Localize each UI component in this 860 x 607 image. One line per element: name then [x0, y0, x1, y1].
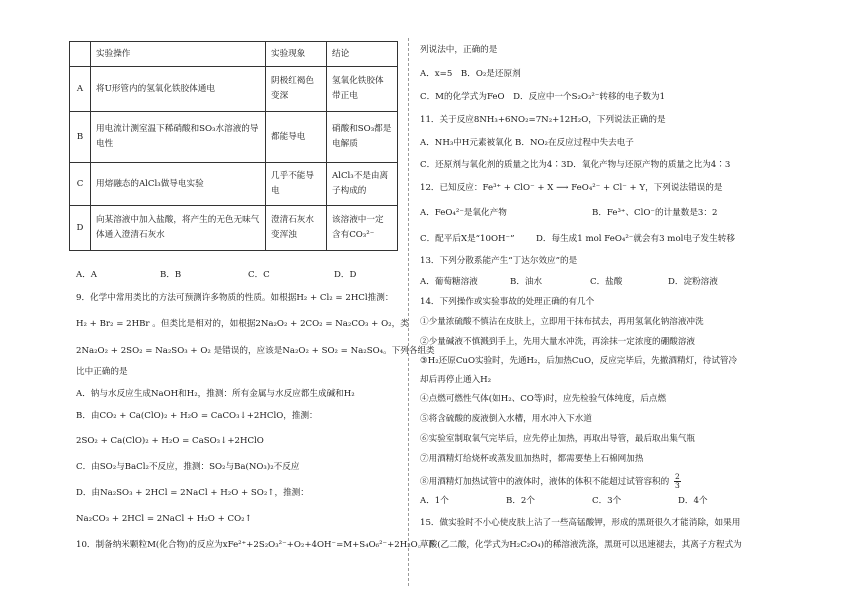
q8-option-c: C．C	[248, 270, 270, 280]
q11-stem: 11．关于反应8NH₃+6NO₂=7N₂+12H₂O，下列说法正确的是	[420, 115, 666, 125]
q12-option-b: B．Fe³⁺、ClO⁻的计量数是3：2	[592, 208, 718, 218]
q8-option-d: D．D	[334, 270, 357, 280]
q12-option-c: C．配平后X是“10OH⁻”	[420, 234, 515, 244]
phenomenon-cell: 都能导电	[266, 112, 327, 163]
q13-option-a: A．葡萄糖溶液	[420, 277, 478, 287]
q15-stem-line: 15．做实验时不小心使皮肤上沾了一些高锰酸钾，形成的黑斑很久才能消除，如果用	[420, 518, 741, 528]
q11-options-cd: C．还原剂与氧化剂的质量之比为4∶3D．氧化产物与还原产物的质量之比为4∶3	[420, 160, 731, 170]
table-row	[70, 163, 398, 206]
q12-stem: 12．已知反应：Fe³⁺ + ClO⁻ + X ⟶ FeO₄²⁻ + Cl⁻ + Y，下列说法错误的是	[420, 183, 723, 193]
q14-item-3: ③H₂还原CuO实验时，先通H₂，后加热CuO，反应完毕后，先撤酒精灯，待试管冷	[420, 356, 738, 366]
table-row	[70, 67, 398, 112]
q9-stem-line: 比中正确的是	[76, 367, 128, 377]
q14-item-3-cont: 却后再停止通入H₂	[420, 375, 492, 385]
q10-stem-line: 10．制备纳米颗粒M(化合物)的反应为xFe²⁺+2S₂O₃²⁻+O₂+4OH⁻=M+S₄O₆²⁻+2H₂O。下	[76, 540, 435, 550]
phenomenon-cell: 阴极红褐色变深	[266, 67, 327, 112]
phenomenon-cell: 几乎不能导电	[266, 163, 327, 206]
q14-option-a: A．1个	[420, 496, 449, 506]
q9-stem-line: H₂ + Br₂ = 2HBr 。但类比是相对的，如根据2Na₂O₂ + 2CO₂ = Na₂CO₃ + O₂，类	[76, 319, 409, 329]
operation-cell: 用电流计测室温下稀硝酸和SO₃水溶液的导电性	[91, 112, 266, 163]
table-header-row	[70, 42, 398, 67]
q14-item-4: ④点燃可燃性气体(如H₂、CO等)时，应先检验气体纯度，后点燃	[420, 394, 667, 404]
q14-option-c: C．3个	[592, 496, 622, 506]
q9-option-d: D．由Na₂SO₃ + 2HCl = 2NaCl + H₂O + SO₂↑，推测：	[76, 488, 309, 498]
row-label: A	[70, 67, 91, 112]
conclusion-cell: AlCl₃不是由离子构成的	[327, 163, 398, 206]
q14-option-d: D．4个	[678, 496, 708, 506]
q10-options-cd: C．M的化学式为FeO D．反应中一个S₂O₃²⁻转移的电子数为1	[420, 92, 666, 102]
q14-item-6: ⑥实验室制取氧气完毕后，应先停止加热，再取出导管，最后取出集气瓶	[420, 434, 696, 444]
q14-item-7: ⑦用酒精灯给烧杯或蒸发皿加热时，都需要垫上石棉网加热	[420, 454, 644, 464]
q14-item-5: ⑤将含硫酸的废液倒入水槽，用水冲入下水道	[420, 414, 592, 424]
conclusion-cell: 硝酸和SO₃都是电解质	[327, 112, 398, 163]
table-row	[70, 112, 398, 163]
table-header-cell: 实验操作	[91, 42, 266, 67]
operation-cell: 用熔融态的AlCl₃做导电实验	[91, 163, 266, 206]
experiment-table	[69, 41, 398, 251]
fraction-two-thirds	[674, 473, 681, 490]
q10-stem-continued: 列说法中，正确的是	[420, 45, 498, 55]
table-row	[70, 206, 398, 251]
row-label: D	[70, 206, 91, 251]
q9-option-a: A．钠与水反应生成NaOH和H₂，推测：所有金属与水反应都生成碱和H₂	[76, 389, 355, 399]
q9-option-d-equation: Na₂CO₃ + 2HCl = 2NaCl + H₂O + CO₂↑	[76, 514, 252, 524]
operation-cell: 向某溶液中加入盐酸，将产生的无色无味气体通入澄清石灰水	[91, 206, 266, 251]
table-header-cell: 结论	[327, 42, 398, 67]
row-label: C	[70, 163, 91, 206]
q10-options-ab: A．x=5 B．O₂是还原剂	[420, 69, 521, 79]
q11-options-ab: A．NH₃中H元素被氧化 B．NO₂在反应过程中失去电子	[420, 138, 634, 148]
q14-item-1: ①少量浓硫酸不慎沾在皮肤上，立即用干抹布拭去，再用氢氧化钠溶液冲洗	[420, 317, 704, 327]
operation-cell: 将U形管内的氢氧化铁胶体通电	[91, 67, 266, 112]
q13-stem: 13．下列分散系能产生“丁达尔效应”的是	[420, 256, 578, 266]
q9-option-b-equation: 2SO₂ + Ca(ClO)₂ + H₂O = CaSO₃↓+2HClO	[76, 436, 264, 446]
q13-option-d: D．淀粉溶液	[668, 277, 718, 287]
conclusion-cell: 该溶液中一定含有CO₃²⁻	[327, 206, 398, 251]
q12-option-a: A．FeO₄²⁻是氧化产物	[420, 208, 507, 218]
column-divider	[408, 38, 409, 586]
fraction-numerator: 2	[674, 472, 680, 481]
q14-option-b: B．2个	[506, 496, 535, 506]
q14-item-2: ②少量碱液不慎溅到手上，先用大量水冲洗，再涂抹一定浓度的硼酸溶液	[420, 337, 696, 347]
q8-option-a: A．A	[76, 270, 98, 280]
table-header-cell	[70, 42, 91, 67]
q14-item-8-text: ⑧用酒精灯加热试管中的液体时，液体的体积不能超过试管容积的	[420, 477, 670, 487]
q13-option-c: C．盐酸	[590, 277, 623, 287]
fraction-denominator: 3	[674, 481, 680, 490]
q14-stem: 14．下列操作或实验事故的处理正确的有几个	[420, 297, 595, 307]
phenomenon-cell: 澄清石灰水变浑浊	[266, 206, 327, 251]
q15-stem-line: 草酸(乙二酸，化学式为H₂C₂O₄)的稀溶液洗涤，黑斑可以迅速褪去，其离子方程式为	[420, 540, 742, 550]
q12-option-d: D．每生成1 mol FeO₄²⁻就会有3 mol电子发生转移	[536, 234, 735, 244]
q9-stem-line: 9．化学中常用类比的方法可预测许多物质的性质。如根据H₂ + Cl₂ = 2HCl推测：	[76, 293, 394, 303]
conclusion-cell: 氢氧化铁胶体带正电	[327, 67, 398, 112]
q14-item-8	[420, 473, 681, 490]
q9-stem-line: 2Na₂O₂ + 2SO₂ = Na₂SO₃ + O₂ 是错误的，应该是Na₂O₂ + SO₂ = Na₂SO₄。下列各组类	[76, 346, 435, 356]
row-label: B	[70, 112, 91, 163]
q9-option-c: C．由SO₂与BaCl₂不反应，推测：SO₂与Ba(NO₃)₂不反应	[76, 462, 300, 472]
q8-option-b: B．B	[160, 270, 182, 280]
table-header-cell: 实验现象	[266, 42, 327, 67]
q9-option-b: B．由CO₂ + Ca(ClO)₂ + H₂O = CaCO₃↓+2HClO，推测：	[76, 411, 318, 421]
q13-option-b: B．油水	[510, 277, 543, 287]
